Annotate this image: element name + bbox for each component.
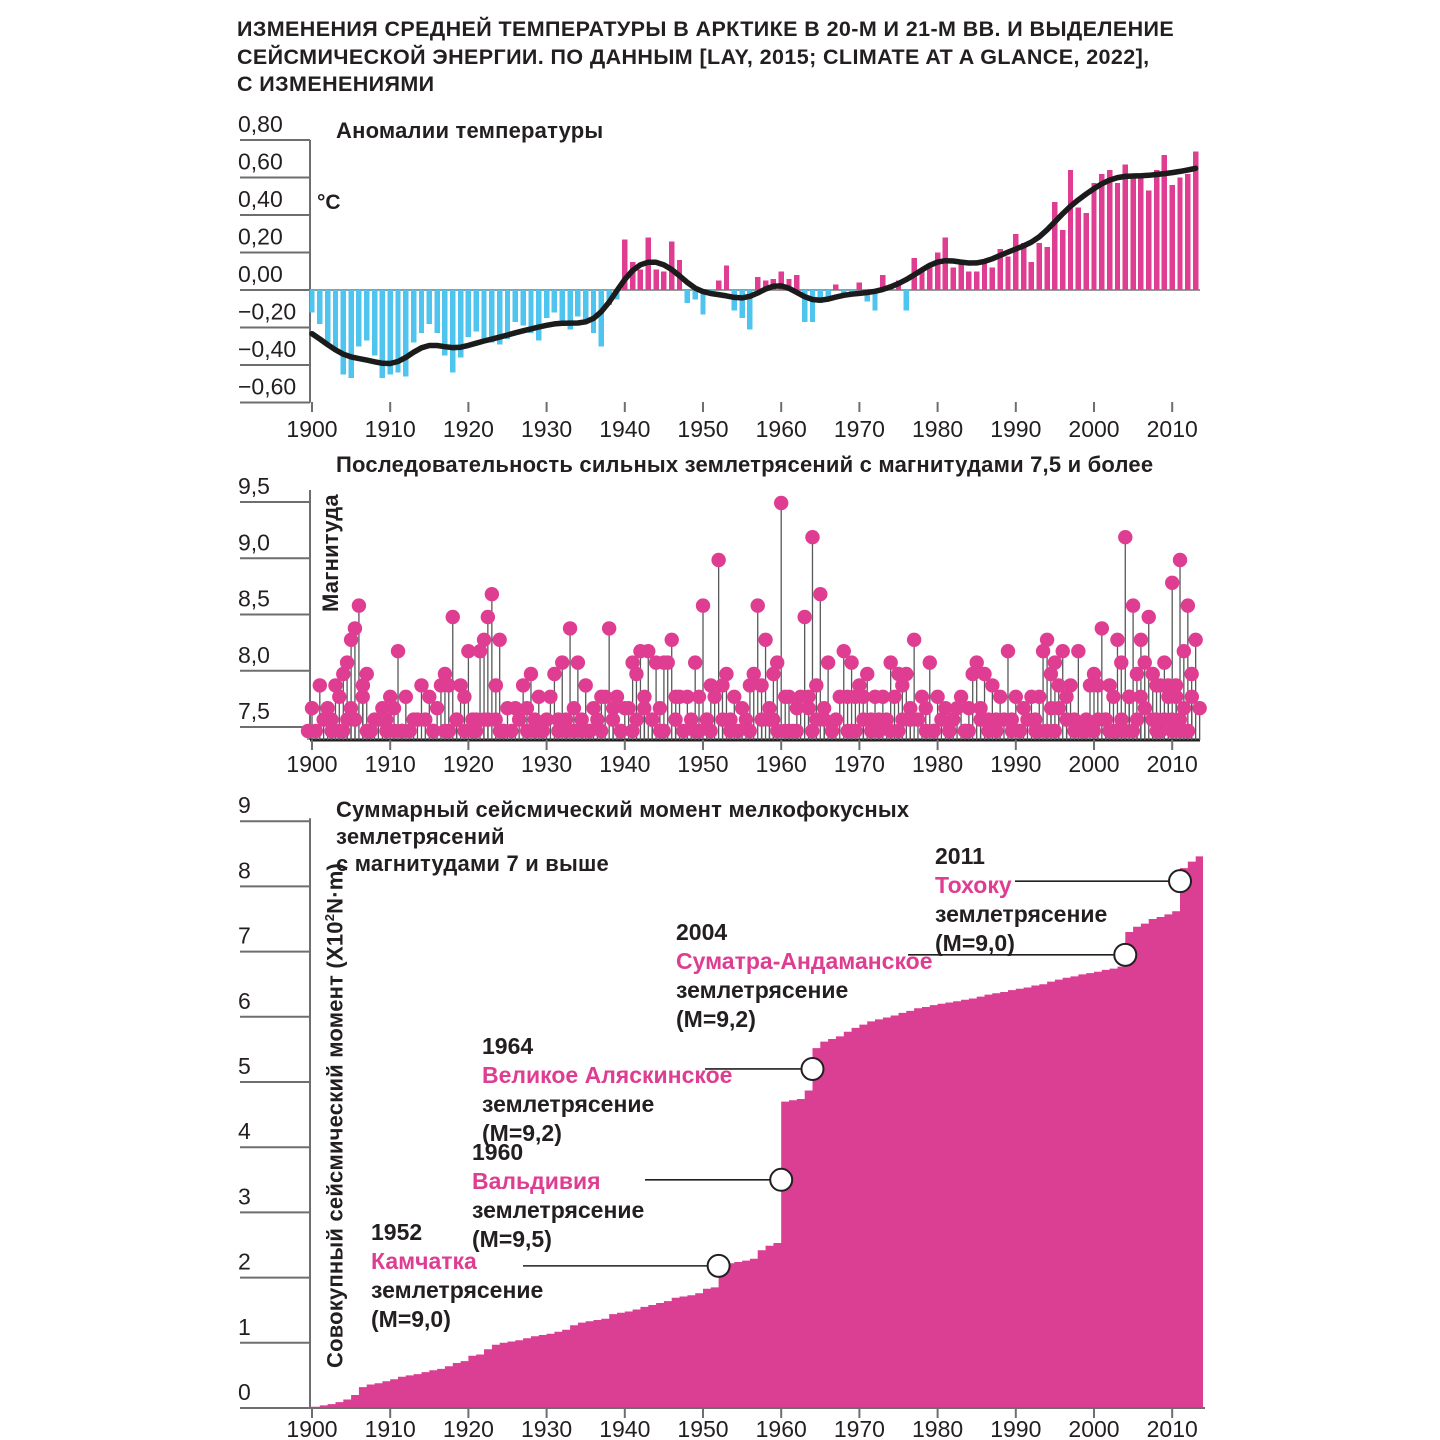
quake-dot — [391, 644, 405, 658]
annotation-magnitude: (М=9,0) — [935, 930, 1015, 956]
main-title-line-1: ИЗМЕНЕНИЯ СРЕДНЕЙ ТЕМПЕРАТУРЫ В АРКТИКЕ В 20-М И 21-М ВВ. И ВЫДЕЛЕНИЕ — [237, 17, 1175, 41]
quake-dot — [805, 530, 819, 544]
quake-dot — [766, 712, 780, 726]
x-tick-label: 1900 — [286, 416, 338, 442]
temp-bar — [755, 277, 760, 290]
temp-bar — [974, 271, 979, 290]
temp-bar — [505, 290, 510, 339]
quake-dot — [696, 598, 710, 612]
temp-bar — [1107, 170, 1112, 290]
annotation-magnitude: (М=9,2) — [676, 1006, 756, 1032]
moment-chart-title-line-2: с магнитудами 7 и выше — [336, 851, 609, 876]
annotation-year: 1960 — [472, 1139, 524, 1165]
x-tick-label: 2000 — [1068, 751, 1120, 777]
temp-bar — [1185, 174, 1190, 290]
x-tick-label: 1990 — [990, 1416, 1042, 1440]
x-tick-label: 1950 — [677, 751, 729, 777]
event-marker-circle — [1114, 944, 1136, 966]
temp-bar — [1052, 202, 1057, 290]
annotation-name: Вальдивия — [472, 1168, 601, 1194]
quake-dot — [809, 678, 823, 692]
quake-dot — [629, 667, 643, 681]
temp-bar — [450, 290, 455, 373]
moment-yaxis-label-prefix: Совокупный сейсмический момент (X10 — [322, 921, 348, 1368]
temp-bar — [1044, 247, 1049, 290]
quake-dot — [821, 655, 835, 669]
temp-bar — [990, 268, 995, 291]
temp-bar — [1005, 256, 1010, 290]
temp-bar — [1037, 243, 1042, 290]
quake-dot — [657, 724, 671, 738]
x-tick-label: 1930 — [521, 416, 573, 442]
temp-bar — [1154, 170, 1159, 290]
x-tick-label: 1960 — [755, 1416, 807, 1440]
quake-dot — [715, 678, 729, 692]
y-tick-label: 9,5 — [238, 473, 270, 499]
temp-bar — [935, 253, 940, 291]
quake-dot — [774, 496, 788, 510]
temp-bar — [1068, 170, 1073, 290]
quake-dot — [1173, 553, 1187, 567]
temp-bar — [325, 290, 330, 343]
x-tick-label: 1940 — [599, 1416, 651, 1440]
temp-bar — [583, 290, 588, 322]
temp-bar — [427, 290, 432, 324]
quake-dot — [962, 724, 976, 738]
quake-dot — [1126, 724, 1140, 738]
annotation-magnitude: (М=9,0) — [371, 1306, 451, 1332]
temp-bar — [685, 290, 690, 303]
temp-bar — [653, 269, 658, 290]
temp-bar — [575, 290, 580, 316]
x-tick-label: 1960 — [755, 416, 807, 442]
quake-dot — [844, 655, 858, 669]
main-title-line-2: СЕЙСМИЧЕСКОЙ ЭНЕРГИИ. ПО ДАННЫМ [LAY, 2015; CLIMATE AT A GLANCE, 2022], — [237, 44, 1150, 69]
event-marker-circle — [708, 1255, 730, 1277]
quake-dot — [919, 701, 933, 715]
quake-dot — [711, 553, 725, 567]
annotation-year: 2011 — [935, 843, 985, 869]
quake-dot — [1184, 667, 1198, 681]
x-tick-label: 1900 — [286, 1416, 338, 1440]
quake-dot — [844, 724, 858, 738]
x-tick-label: 1940 — [599, 416, 651, 442]
temp-bar — [434, 290, 439, 333]
quake-dot — [907, 633, 921, 647]
temp-bar — [403, 290, 408, 376]
quake-dot — [1059, 690, 1073, 704]
annotation-magnitude: (М=9,5) — [472, 1226, 552, 1252]
temp-bar — [724, 266, 729, 290]
x-tick-label: 2010 — [1146, 1416, 1198, 1440]
y-tick-label: 1 — [238, 1313, 251, 1340]
temp-bar — [1146, 191, 1151, 290]
quake-dot — [1032, 690, 1046, 704]
quake-dot — [688, 724, 702, 738]
x-tick-label: 1920 — [442, 416, 494, 442]
moment-yaxis-label-suffix: N·m) — [322, 862, 348, 914]
quake-dot — [797, 610, 811, 624]
quake-dot — [770, 655, 784, 669]
y-tick-label: 0,20 — [238, 223, 283, 250]
quake-dot — [1110, 633, 1124, 647]
x-tick-label: 1960 — [755, 751, 807, 777]
x-tick-label: 1990 — [990, 751, 1042, 777]
quake-dot — [457, 690, 471, 704]
annotation-type: землетрясение — [935, 901, 1108, 927]
quake-dot — [1071, 644, 1085, 658]
temp-bar — [348, 290, 353, 378]
quake-dot — [352, 598, 366, 612]
quake-dot — [535, 724, 549, 738]
temp-bar — [536, 290, 541, 341]
y-tick-label: 5 — [238, 1053, 251, 1079]
y-tick-label: 8 — [238, 857, 251, 884]
x-tick-label: 1980 — [912, 416, 964, 442]
quake-dot — [743, 724, 757, 738]
quake-dot — [438, 724, 452, 738]
quake-dot — [1001, 644, 1015, 658]
quake-dot — [485, 587, 499, 601]
quake-dot — [481, 610, 495, 624]
temp-bar — [833, 284, 838, 290]
quake-dot — [543, 690, 557, 704]
annotation-year: 2004 — [676, 919, 728, 945]
x-tick-label: 1970 — [833, 1416, 885, 1440]
moment-yaxis-label-superscript: 2 — [322, 913, 337, 922]
temp-bar — [904, 290, 909, 311]
quake-dot — [1134, 633, 1148, 647]
main-title — [237, 16, 1247, 99]
moment-chart — [238, 792, 1205, 1440]
temp-bar — [1029, 262, 1034, 290]
quake-dot — [594, 724, 608, 738]
x-tick-label: 1950 — [677, 416, 729, 442]
temp-bar — [1099, 174, 1104, 290]
temperature-chart — [238, 111, 1200, 442]
quake-dot — [571, 655, 585, 669]
y-tick-label: 8,0 — [238, 641, 270, 668]
temp-bar — [951, 268, 956, 291]
quake-dot — [1169, 678, 1183, 692]
temp-bar — [716, 281, 721, 290]
quake-dot — [860, 667, 874, 681]
earthquake-chart-title: Последовательность сильных землетрясений с магнитудами 7,5 и более — [336, 452, 1154, 477]
temp-bar — [794, 275, 799, 290]
quake-dot — [1056, 644, 1070, 658]
quake-dot — [1157, 655, 1171, 669]
temperature-chart-title: Аномалии температуры — [336, 118, 604, 143]
x-tick-label: 1930 — [521, 751, 573, 777]
x-tick-label: 1910 — [364, 1416, 416, 1440]
quake-dot — [1192, 701, 1206, 715]
cumulative-moment-area — [310, 856, 1203, 1408]
quake-dot — [489, 678, 503, 692]
y-tick-label: −0,40 — [238, 336, 297, 362]
annotation-type: землетрясение — [676, 977, 849, 1003]
y-tick-label: 8,5 — [238, 585, 270, 612]
temp-bar — [317, 290, 322, 324]
y-tick-label: 9,0 — [238, 529, 270, 556]
temp-bar — [927, 268, 932, 291]
temp-bar — [513, 290, 518, 322]
annotation-type: землетрясение — [472, 1197, 645, 1223]
temp-bar — [544, 290, 549, 318]
quake-dot — [1180, 724, 1194, 738]
temp-bar — [1123, 164, 1128, 290]
temp-bar — [481, 290, 486, 341]
quake-dot — [789, 724, 803, 738]
y-tick-label: 9 — [238, 792, 251, 819]
quake-dot — [336, 724, 350, 738]
x-tick-label: 1920 — [442, 751, 494, 777]
quake-dot — [1134, 690, 1148, 704]
x-tick-label: 1910 — [364, 751, 416, 777]
temp-bar — [1177, 178, 1182, 291]
quake-dot — [348, 621, 362, 635]
quake-dot — [356, 690, 370, 704]
quake-dot — [895, 678, 909, 692]
temp-bar — [411, 290, 416, 343]
quake-dot — [1142, 610, 1156, 624]
y-tick-label: 0,80 — [238, 111, 283, 137]
quake-dot — [805, 724, 819, 738]
temp-bar — [1170, 185, 1175, 290]
temp-bar — [364, 290, 369, 341]
temp-bar — [966, 271, 971, 290]
x-tick-label: 2000 — [1068, 1416, 1120, 1440]
annotation-magnitude: (М=9,2) — [482, 1120, 562, 1146]
moment-chart-title-line-1: Суммарный сейсмический момент мелкофокусных землетрясений — [336, 797, 910, 849]
annotation-year: 1952 — [371, 1219, 423, 1245]
quake-dot — [1106, 690, 1120, 704]
y-tick-label: 0 — [238, 1379, 251, 1405]
quake-dot — [524, 667, 538, 681]
annotation-type: землетрясение — [371, 1277, 544, 1303]
annotation-name: Камчатка — [371, 1248, 477, 1274]
earthquake-yaxis-label: Магнитуда — [318, 494, 343, 612]
y-tick-label: 6 — [238, 987, 251, 1014]
x-tick-label: 1930 — [521, 1416, 573, 1440]
quake-dot — [993, 690, 1007, 704]
quake-dot — [344, 701, 358, 715]
x-tick-label: 2010 — [1146, 416, 1198, 442]
temp-bar — [419, 290, 424, 333]
quake-dot — [1188, 633, 1202, 647]
quake-dot — [1087, 724, 1101, 738]
temp-bar — [356, 290, 361, 346]
temperature-unit-label: °C — [317, 191, 341, 214]
quake-dot — [579, 678, 593, 692]
temp-bar — [591, 290, 596, 333]
quake-dot — [305, 701, 319, 715]
temp-bar — [560, 290, 565, 322]
quake-dot — [751, 598, 765, 612]
temp-bar — [1076, 208, 1081, 291]
quake-dot — [399, 690, 413, 704]
quake-dot — [923, 655, 937, 669]
moment-yaxis-label — [322, 863, 348, 1368]
quake-dot — [340, 655, 354, 669]
y-tick-label: 0,40 — [238, 186, 283, 212]
quake-dot — [446, 610, 460, 624]
temp-bar — [1130, 178, 1135, 291]
quake-dot — [703, 724, 717, 738]
quake-dot — [942, 724, 956, 738]
quake-dot — [653, 701, 667, 715]
x-tick-label: 1940 — [599, 751, 651, 777]
quake-dot — [555, 655, 569, 669]
x-tick-label: 1910 — [364, 416, 416, 442]
quake-dot — [563, 621, 577, 635]
temp-bar — [638, 269, 643, 290]
annotation-name: Великое Аляскинское — [482, 1062, 733, 1088]
quake-dot — [661, 655, 675, 669]
quake-dot — [387, 701, 401, 715]
y-tick-label: 0,60 — [238, 148, 283, 175]
x-tick-label: 1950 — [677, 1416, 729, 1440]
temp-bar — [489, 290, 494, 343]
y-tick-label: 0,00 — [238, 261, 283, 287]
x-tick-label: 1900 — [286, 751, 338, 777]
temp-bar — [1193, 151, 1198, 290]
temp-bar — [732, 290, 737, 311]
temp-bar — [1115, 183, 1120, 290]
temp-bar — [982, 262, 987, 290]
x-tick-label: 1970 — [833, 751, 885, 777]
x-tick-label: 1920 — [442, 1416, 494, 1440]
temp-bar — [1013, 234, 1018, 290]
quake-dot — [665, 633, 679, 647]
temp-bar — [466, 290, 471, 337]
quake-dot — [360, 667, 374, 681]
annotation-name: Суматра-Андаманское — [676, 948, 933, 974]
y-tick-label: 4 — [238, 1118, 251, 1145]
quake-dot — [813, 587, 827, 601]
x-tick-label: 2000 — [1068, 416, 1120, 442]
annotation-type: землетрясение — [482, 1091, 655, 1117]
temp-bar — [599, 290, 604, 346]
temp-bar — [1138, 178, 1143, 291]
quake-dot — [754, 678, 768, 692]
quake-dot — [1048, 724, 1062, 738]
temp-bar — [520, 290, 525, 326]
temp-bar — [1021, 243, 1026, 290]
earthquake-chart — [238, 473, 1207, 777]
temp-bar — [372, 290, 377, 356]
quake-dot — [473, 644, 487, 658]
quake-dot — [817, 701, 831, 715]
x-tick-label: 1970 — [833, 416, 885, 442]
annotation-name: Тохоку — [935, 872, 1012, 898]
temp-bar — [1091, 183, 1096, 290]
y-tick-label: 7 — [238, 922, 251, 949]
temp-bar — [958, 262, 963, 290]
quake-dot — [758, 633, 772, 647]
quake-dot — [1095, 621, 1109, 635]
annotation-year: 1964 — [482, 1033, 534, 1059]
temp-bar — [333, 290, 338, 352]
quake-dot — [625, 724, 639, 738]
x-tick-label: 1990 — [990, 416, 1042, 442]
temp-bar — [1083, 213, 1088, 290]
quake-dot — [1165, 576, 1179, 590]
temp-bar — [857, 283, 862, 291]
event-marker-circle — [1169, 870, 1191, 892]
quake-dot — [332, 690, 346, 704]
quake-dot — [1036, 644, 1050, 658]
temp-bar — [661, 271, 666, 290]
x-tick-label: 1980 — [912, 1416, 964, 1440]
event-marker-circle — [801, 1058, 823, 1080]
y-tick-label: 7,5 — [238, 698, 270, 724]
quake-dot — [430, 701, 444, 715]
temp-bar — [341, 290, 346, 374]
quake-dot — [1181, 598, 1195, 612]
y-tick-label: −0,20 — [238, 298, 297, 325]
quake-dot — [602, 621, 616, 635]
temp-bar — [1060, 230, 1065, 290]
x-tick-label: 1980 — [912, 751, 964, 777]
y-tick-label: −0,60 — [238, 373, 297, 400]
quake-dot — [1114, 655, 1128, 669]
main-title-line-3: С ИЗМЕНЕНИЯМИ — [237, 72, 435, 96]
temp-bar — [474, 290, 479, 331]
quake-dot — [313, 678, 327, 692]
x-tick-label: 2010 — [1146, 751, 1198, 777]
event-marker-circle — [770, 1169, 792, 1191]
quake-dot — [688, 655, 702, 669]
y-tick-label: 3 — [238, 1183, 251, 1210]
moment-chart-title — [336, 796, 1056, 877]
quake-dot — [492, 633, 506, 647]
quake-dot — [825, 724, 839, 738]
quake-dot — [1118, 530, 1132, 544]
quake-dot — [1177, 644, 1191, 658]
quake-dot — [1126, 598, 1140, 612]
temp-bar — [309, 290, 314, 313]
temp-bar — [552, 290, 557, 313]
quake-dot — [692, 690, 706, 704]
temp-bar — [739, 290, 744, 318]
temp-bar — [810, 290, 815, 322]
quake-dot — [891, 724, 905, 738]
y-tick-label: 2 — [238, 1248, 251, 1275]
